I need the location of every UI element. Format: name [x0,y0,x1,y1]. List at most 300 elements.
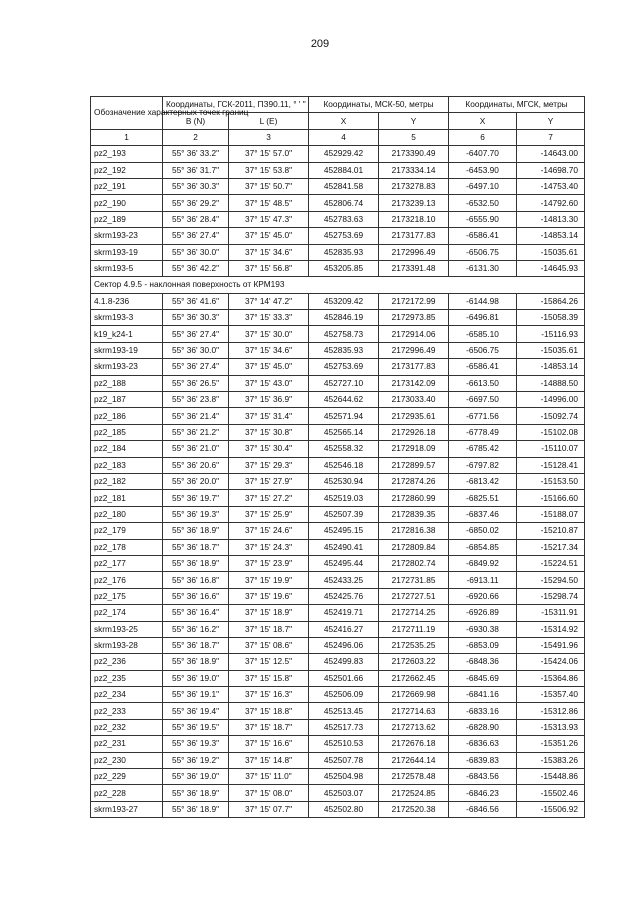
subheader-mgsk-x: X [449,113,517,129]
msk-x-cell: 452571.94 [309,408,379,424]
latitude-cell: 55° 36' 19.3" [163,506,229,522]
longitude-cell: 37° 15' 19.6" [229,588,309,604]
point-id-cell: pz2_189 [91,211,163,227]
longitude-cell: 37° 15' 53.8" [229,162,309,178]
mgsk-y-cell: -14645.93 [517,260,585,276]
table-row [91,375,585,391]
table-row [91,195,585,211]
table-row [91,670,585,686]
msk-y-cell: 2172535.25 [379,637,449,653]
column-number-row [91,129,585,145]
latitude-cell: 55° 36' 21.0" [163,441,229,457]
longitude-cell: 37° 15' 16.3" [229,687,309,703]
msk-y-cell: 2172816.38 [379,523,449,539]
point-id-cell: pz2_188 [91,375,163,391]
point-id-cell: pz2_177 [91,555,163,571]
mgsk-y-cell: -15153.50 [517,473,585,489]
msk-y-cell: 2172711.19 [379,621,449,637]
longitude-cell: 37° 15' 27.9" [229,473,309,489]
point-id-cell: pz2_228 [91,785,163,801]
table-row [91,178,585,194]
mgsk-y-cell: -15210.87 [517,523,585,539]
mgsk-x-cell: -6850.02 [449,523,517,539]
longitude-cell: 37° 15' 16.6" [229,736,309,752]
table-row [91,588,585,604]
table-row [91,752,585,768]
mgsk-x-cell: -6453.90 [449,162,517,178]
table-row [91,490,585,506]
msk-y-cell: 2172996.49 [379,342,449,358]
longitude-cell: 37° 15' 19.9" [229,572,309,588]
mgsk-x-cell: -6853.09 [449,637,517,653]
mgsk-x-cell: -6771.56 [449,408,517,424]
table-row [91,146,585,162]
mgsk-y-cell: -14698.70 [517,162,585,178]
msk-x-cell: 452490.41 [309,539,379,555]
mgsk-x-cell: -6586.41 [449,228,517,244]
latitude-cell: 55° 36' 18.9" [163,801,229,817]
msk-x-cell: 452513.45 [309,703,379,719]
longitude-cell: 37° 15' 18.7" [229,719,309,735]
msk-y-cell: 2172713.62 [379,719,449,735]
mgsk-x-cell: -6813.42 [449,473,517,489]
msk-y-cell: 2172935.61 [379,408,449,424]
msk-x-cell: 452727.10 [309,375,379,391]
mgsk-y-cell: -15298.74 [517,588,585,604]
longitude-cell: 37° 15' 29.3" [229,457,309,473]
mgsk-y-cell: -15313.93 [517,719,585,735]
latitude-cell: 55° 36' 18.9" [163,785,229,801]
mgsk-x-cell: -6920.66 [449,588,517,604]
latitude-cell: 55° 36' 20.0" [163,473,229,489]
table-row [91,392,585,408]
msk-y-cell: 2172874.26 [379,473,449,489]
msk-y-cell: 2172669.98 [379,687,449,703]
mgsk-y-cell: -15312.86 [517,703,585,719]
column-number: 3 [229,129,309,145]
msk-x-cell: 452501.66 [309,670,379,686]
mgsk-x-cell: -6506.75 [449,244,517,260]
mgsk-x-cell: -6839.83 [449,752,517,768]
point-id-cell: pz2_233 [91,703,163,719]
latitude-cell: 55° 36' 16.8" [163,572,229,588]
latitude-cell: 55° 36' 18.9" [163,654,229,670]
table-row [91,162,585,178]
mgsk-y-cell: -15058.39 [517,310,585,326]
longitude-cell: 37° 15' 08.0" [229,785,309,801]
longitude-cell: 37° 15' 33.3" [229,310,309,326]
latitude-cell: 55° 36' 21.4" [163,408,229,424]
table-row [91,408,585,424]
table-row [91,457,585,473]
mgsk-x-cell: -6586.41 [449,359,517,375]
point-id-cell: pz2_179 [91,523,163,539]
mgsk-y-cell: -15448.86 [517,769,585,785]
mgsk-y-cell: -14853.14 [517,228,585,244]
mgsk-x-cell: -6836.63 [449,736,517,752]
table-row [91,637,585,653]
msk-x-cell: 452517.73 [309,719,379,735]
latitude-cell: 55° 36' 31.7" [163,162,229,178]
msk-y-cell: 2172676.18 [379,736,449,752]
longitude-cell: 37° 15' 27.2" [229,490,309,506]
table-row [91,310,585,326]
table-row [91,539,585,555]
longitude-cell: 37° 15' 30.4" [229,441,309,457]
latitude-cell: 55° 36' 19.2" [163,752,229,768]
point-id-cell: pz2_191 [91,178,163,194]
msk-y-cell: 2173239.13 [379,195,449,211]
table-row [91,506,585,522]
mgsk-y-cell: -15502.46 [517,785,585,801]
point-id-cell: skrm193-23 [91,228,163,244]
mgsk-x-cell: -6837.46 [449,506,517,522]
mgsk-y-cell: -14753.40 [517,178,585,194]
mgsk-y-cell: -15506.92 [517,801,585,817]
msk-x-cell: 453205.85 [309,260,379,276]
mgsk-x-cell: -6496.81 [449,310,517,326]
table-row [91,703,585,719]
msk-x-cell: 452546.18 [309,457,379,473]
mgsk-x-cell: -6833.16 [449,703,517,719]
latitude-cell: 55° 36' 16.4" [163,605,229,621]
msk-y-cell: 2172714.25 [379,605,449,621]
table-row [91,687,585,703]
mgsk-x-cell: -6841.16 [449,687,517,703]
mgsk-y-cell: -15864.26 [517,293,585,309]
msk-x-cell: 452510.53 [309,736,379,752]
subheader-msk-x: X [309,113,379,129]
longitude-cell: 37° 15' 12.5" [229,654,309,670]
longitude-cell: 37° 15' 45.0" [229,228,309,244]
table-row [91,260,585,276]
column-number: 7 [517,129,585,145]
msk-x-cell: 452495.15 [309,523,379,539]
table-row [91,605,585,621]
latitude-cell: 55° 36' 19.3" [163,736,229,752]
longitude-cell: 37° 15' 30.0" [229,326,309,342]
msk-x-cell: 452835.93 [309,244,379,260]
table-row [91,523,585,539]
mgsk-y-cell: -15311.91 [517,605,585,621]
table-row [91,228,585,244]
latitude-cell: 55° 36' 29.2" [163,195,229,211]
mgsk-x-cell: -6785.42 [449,441,517,457]
msk-x-cell: 452419.71 [309,605,379,621]
msk-x-cell: 452496.06 [309,637,379,653]
msk-x-cell: 452835.93 [309,342,379,358]
point-id-cell: pz2_183 [91,457,163,473]
table-row [91,342,585,358]
msk-x-cell: 452758.73 [309,326,379,342]
header-msk: Координаты, МСК-50, метры [309,97,449,113]
column-number: 4 [309,129,379,145]
msk-x-cell: 452495.44 [309,555,379,571]
latitude-cell: 55° 36' 33.2" [163,146,229,162]
table-row [91,244,585,260]
msk-x-cell: 452433.25 [309,572,379,588]
msk-x-cell: 452841.58 [309,178,379,194]
column-number: 1 [91,129,163,145]
msk-y-cell: 2172520.38 [379,801,449,817]
latitude-cell: 55° 36' 19.7" [163,490,229,506]
point-id-cell: pz2_176 [91,572,163,588]
table-row [91,769,585,785]
mgsk-x-cell: -6797.82 [449,457,517,473]
mgsk-x-cell: -6613.50 [449,375,517,391]
msk-y-cell: 2172714.63 [379,703,449,719]
longitude-cell: 37° 15' 57.0" [229,146,309,162]
point-id-cell: pz2_230 [91,752,163,768]
point-id-cell: skrm193-27 [91,801,163,817]
msk-x-cell: 452753.69 [309,228,379,244]
longitude-cell: 37° 15' 47.3" [229,211,309,227]
header-mgsk: Координаты, МГСК, метры [449,97,585,113]
point-id-cell: skrm193-5 [91,260,163,276]
point-id-cell: pz2_180 [91,506,163,522]
mgsk-y-cell: -14813.30 [517,211,585,227]
subheader-mgsk-y: Y [517,113,585,129]
msk-y-cell: 2173391.48 [379,260,449,276]
latitude-cell: 55° 36' 18.9" [163,523,229,539]
mgsk-x-cell: -6555.90 [449,211,517,227]
point-id-cell: skrm193-25 [91,621,163,637]
longitude-cell: 37° 15' 36.9" [229,392,309,408]
latitude-cell: 55° 36' 19.4" [163,703,229,719]
longitude-cell: 37° 15' 34.6" [229,244,309,260]
mgsk-x-cell: -6930.38 [449,621,517,637]
latitude-cell: 55° 36' 30.3" [163,178,229,194]
column-number: 5 [379,129,449,145]
mgsk-y-cell: -15294.50 [517,572,585,588]
mgsk-y-cell: -15217.34 [517,539,585,555]
latitude-cell: 55° 36' 27.4" [163,228,229,244]
msk-y-cell: 2173390.49 [379,146,449,162]
mgsk-y-cell: -15314.92 [517,621,585,637]
mgsk-y-cell: -15383.26 [517,752,585,768]
point-id-cell: 4.1.8-236 [91,293,163,309]
longitude-cell: 37° 15' 18.8" [229,703,309,719]
table-row [91,424,585,440]
msk-x-cell: 453209.42 [309,293,379,309]
msk-x-cell: 452499.83 [309,654,379,670]
point-id-cell: pz2_174 [91,605,163,621]
point-id-cell: skrm193-23 [91,359,163,375]
msk-y-cell: 2172973.85 [379,310,449,326]
latitude-cell: 55° 36' 20.6" [163,457,229,473]
mgsk-y-cell: -14792.60 [517,195,585,211]
point-id-cell: pz2_187 [91,392,163,408]
mgsk-x-cell: -6144.98 [449,293,517,309]
longitude-cell: 37° 14' 47.2" [229,293,309,309]
mgsk-y-cell: -15035.61 [517,342,585,358]
point-id-cell: pz2_178 [91,539,163,555]
msk-y-cell: 2172603.22 [379,654,449,670]
msk-x-cell: 452783.63 [309,211,379,227]
msk-y-cell: 2172644.14 [379,752,449,768]
msk-x-cell: 452507.39 [309,506,379,522]
mgsk-y-cell: -15424.06 [517,654,585,670]
latitude-cell: 55° 36' 26.5" [163,375,229,391]
latitude-cell: 55° 36' 18.9" [163,555,229,571]
longitude-cell: 37° 15' 43.0" [229,375,309,391]
table-row [91,293,585,309]
msk-x-cell: 452565.14 [309,424,379,440]
mgsk-x-cell: -6846.56 [449,801,517,817]
table-row [91,473,585,489]
table-row [91,621,585,637]
latitude-cell: 55° 36' 27.4" [163,359,229,375]
msk-y-cell: 2172809.84 [379,539,449,555]
latitude-cell: 55° 36' 23.8" [163,392,229,408]
mgsk-y-cell: -14853.14 [517,359,585,375]
longitude-cell: 37° 15' 45.0" [229,359,309,375]
latitude-cell: 55° 36' 18.7" [163,539,229,555]
coordinates-table [90,96,585,818]
msk-x-cell: 452502.80 [309,801,379,817]
point-id-cell: pz2_186 [91,408,163,424]
msk-y-cell: 2173033.40 [379,392,449,408]
latitude-cell: 55° 36' 19.5" [163,719,229,735]
longitude-cell: 37° 15' 30.8" [229,424,309,440]
latitude-cell: 55° 36' 21.2" [163,424,229,440]
point-id-cell: pz2_181 [91,490,163,506]
point-id-cell: pz2_193 [91,146,163,162]
mgsk-x-cell: -6926.89 [449,605,517,621]
mgsk-y-cell: -14996.00 [517,392,585,408]
point-id-cell: skrm193-3 [91,310,163,326]
mgsk-x-cell: -6506.75 [449,342,517,358]
table-row [91,211,585,227]
mgsk-x-cell: -6846.23 [449,785,517,801]
longitude-cell: 37° 15' 50.7" [229,178,309,194]
msk-y-cell: 2172926.18 [379,424,449,440]
longitude-cell: 37° 15' 23.9" [229,555,309,571]
mgsk-y-cell: -15491.96 [517,637,585,653]
longitude-cell: 37° 15' 48.5" [229,195,309,211]
longitude-cell: 37° 15' 18.7" [229,621,309,637]
longitude-cell: 37° 15' 34.6" [229,342,309,358]
mgsk-x-cell: -6778.49 [449,424,517,440]
msk-y-cell: 2172839.35 [379,506,449,522]
msk-y-cell: 2172802.74 [379,555,449,571]
page-number: 209 [310,38,330,50]
subheader-msk-y: Y [379,113,449,129]
point-id-cell: pz2_182 [91,473,163,489]
longitude-cell: 37° 15' 25.9" [229,506,309,522]
msk-y-cell: 2172996.49 [379,244,449,260]
msk-y-cell: 2172914.06 [379,326,449,342]
msk-y-cell: 2172662.45 [379,670,449,686]
point-id-cell: pz2_236 [91,654,163,670]
point-id-cell: pz2_175 [91,588,163,604]
mgsk-y-cell: -15128.41 [517,457,585,473]
msk-y-cell: 2172860.99 [379,490,449,506]
column-number: 6 [449,129,517,145]
mgsk-x-cell: -6845.69 [449,670,517,686]
msk-x-cell: 452519.03 [309,490,379,506]
table-row [91,736,585,752]
msk-x-cell: 452506.09 [309,687,379,703]
mgsk-x-cell: -6585.10 [449,326,517,342]
msk-x-cell: 452416.27 [309,621,379,637]
msk-x-cell: 452503.07 [309,785,379,801]
msk-y-cell: 2173278.83 [379,178,449,194]
longitude-cell: 37° 15' 07.7" [229,801,309,817]
mgsk-x-cell: -6532.50 [449,195,517,211]
mgsk-y-cell: -14643.00 [517,146,585,162]
latitude-cell: 55° 36' 16.2" [163,621,229,637]
subheader-l: L (E) [229,113,309,129]
msk-x-cell: 452753.69 [309,359,379,375]
longitude-cell: 37° 15' 18.9" [229,605,309,621]
longitude-cell: 37° 15' 15.8" [229,670,309,686]
mgsk-x-cell: -6843.56 [449,769,517,785]
latitude-cell: 55° 36' 42.2" [163,260,229,276]
msk-x-cell: 452806.74 [309,195,379,211]
table-row [91,441,585,457]
latitude-cell: 55° 36' 16.6" [163,588,229,604]
msk-y-cell: 2172918.09 [379,441,449,457]
mgsk-y-cell: -15357.40 [517,687,585,703]
msk-y-cell: 2172172.99 [379,293,449,309]
point-id-cell: pz2_185 [91,424,163,440]
point-id-cell: pz2_192 [91,162,163,178]
latitude-cell: 55° 36' 18.7" [163,637,229,653]
section-title: Сектор 4.9.5 - наклонная поверхность от КРМ193 [91,277,585,293]
point-id-cell: pz2_184 [91,441,163,457]
mgsk-x-cell: -6913.11 [449,572,517,588]
longitude-cell: 37° 15' 24.3" [229,539,309,555]
mgsk-y-cell: -15224.51 [517,555,585,571]
msk-y-cell: 2172731.85 [379,572,449,588]
msk-x-cell: 452929.42 [309,146,379,162]
msk-y-cell: 2173177.83 [379,228,449,244]
msk-x-cell: 452530.94 [309,473,379,489]
msk-x-cell: 452644.62 [309,392,379,408]
longitude-cell: 37° 15' 14.8" [229,752,309,768]
msk-y-cell: 2172578.48 [379,769,449,785]
msk-x-cell: 452558.32 [309,441,379,457]
column-number: 2 [163,129,229,145]
section-row [91,277,585,293]
mgsk-x-cell: -6497.10 [449,178,517,194]
point-id-cell: pz2_235 [91,670,163,686]
latitude-cell: 55° 36' 30.0" [163,244,229,260]
latitude-cell: 55° 36' 19.0" [163,769,229,785]
msk-y-cell: 2172727.51 [379,588,449,604]
msk-x-cell: 452425.76 [309,588,379,604]
msk-x-cell: 452846.19 [309,310,379,326]
point-id-cell: k19_k24-1 [91,326,163,342]
table-row [91,572,585,588]
mgsk-y-cell: -15092.74 [517,408,585,424]
mgsk-y-cell: -15116.93 [517,326,585,342]
latitude-cell: 55° 36' 30.3" [163,310,229,326]
longitude-cell: 37° 15' 08.6" [229,637,309,653]
latitude-cell: 55° 36' 27.4" [163,326,229,342]
table-row [91,555,585,571]
header-row [91,97,585,113]
subheader-b: B (N) [163,113,229,129]
msk-y-cell: 2173334.14 [379,162,449,178]
longitude-cell: 37° 15' 11.0" [229,769,309,785]
msk-y-cell: 2172524.85 [379,785,449,801]
point-id-cell: pz2_232 [91,719,163,735]
mgsk-y-cell: -15188.07 [517,506,585,522]
mgsk-x-cell: -6848.36 [449,654,517,670]
table-row [91,785,585,801]
